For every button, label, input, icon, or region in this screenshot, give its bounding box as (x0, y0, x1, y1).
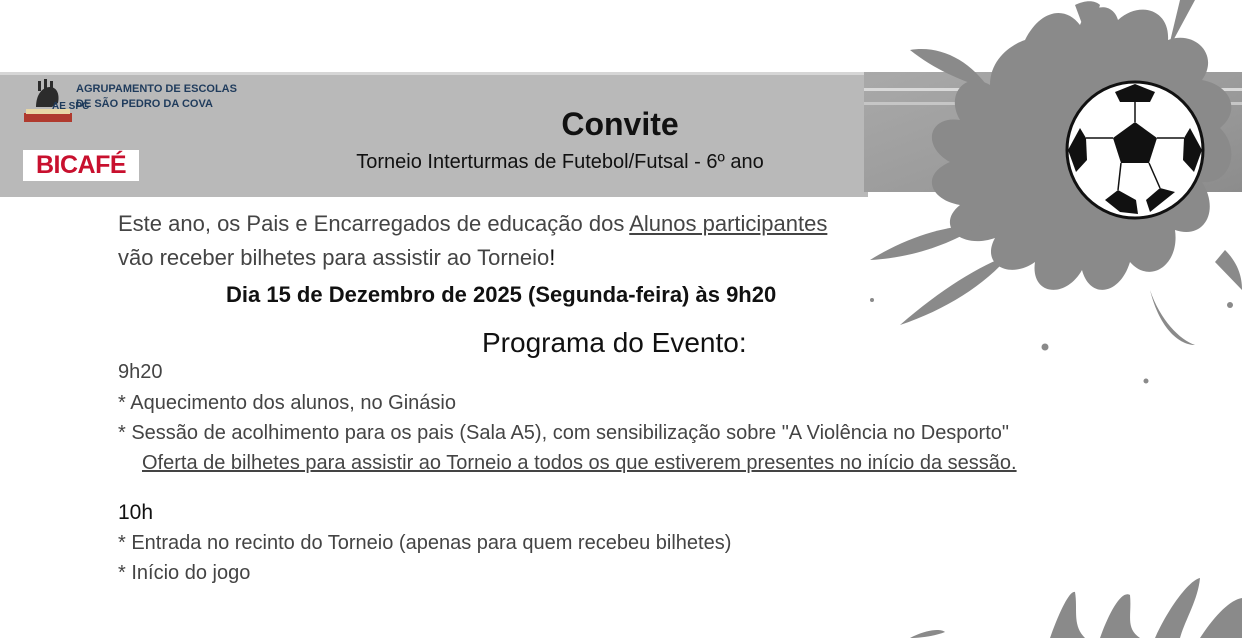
participants-link: Alunos participantes (629, 211, 828, 236)
intro-line-2-exclamation: ! (549, 245, 556, 270)
ink-splash-graphic (850, 0, 1242, 400)
school-name-line2: DE SÃO PEDRO DA COVA (76, 98, 213, 110)
sponsor-logo: BICAFÉ (23, 150, 139, 181)
intro-line-1 (118, 211, 827, 237)
school-logo-text: AE SPC (52, 101, 90, 112)
intro-line-2-text: vão receber bilhetes para assistir ao Torneio (118, 245, 550, 270)
program-title: Programa do Evento: (482, 327, 747, 358)
school-logo (22, 77, 90, 125)
football-icon (1067, 82, 1203, 218)
program-item: * Início do jogo (118, 562, 251, 584)
event-date: Dia 15 de Dezembro de 2025 (Segunda-feira) às 9h20 (226, 282, 777, 307)
intro-line-2 (118, 245, 555, 271)
page-subtitle: Torneio Interturmas de Futebol/Futsal - 6º ano (356, 151, 764, 173)
school-name-line1: AGRUPAMENTO DE ESCOLAS (76, 83, 237, 95)
ink-splash-bottom-graphic (900, 570, 1242, 638)
program-note: Oferta de bilhetes para assistir ao Torneio a todos os que estiverem presentes no início da sessão. (142, 452, 1017, 474)
page-title: Convite (561, 106, 679, 142)
program-item: * Sessão de acolhimento para os pais (Sala A5), com sensibilização sobre "A Violência no Desporto" (118, 422, 1009, 444)
program-item: * Entrada no recinto do Torneio (apenas para quem recebeu bilhetes) (118, 532, 732, 554)
program-item: * Aquecimento dos alunos, no Ginásio (118, 392, 456, 414)
program-time-1: 9h20 (118, 361, 163, 383)
school-name (76, 82, 237, 112)
program-time-2: 10h (118, 501, 154, 524)
intro-line-1-text: Este ano, os Pais e Encarregados de educação dos (118, 211, 630, 236)
